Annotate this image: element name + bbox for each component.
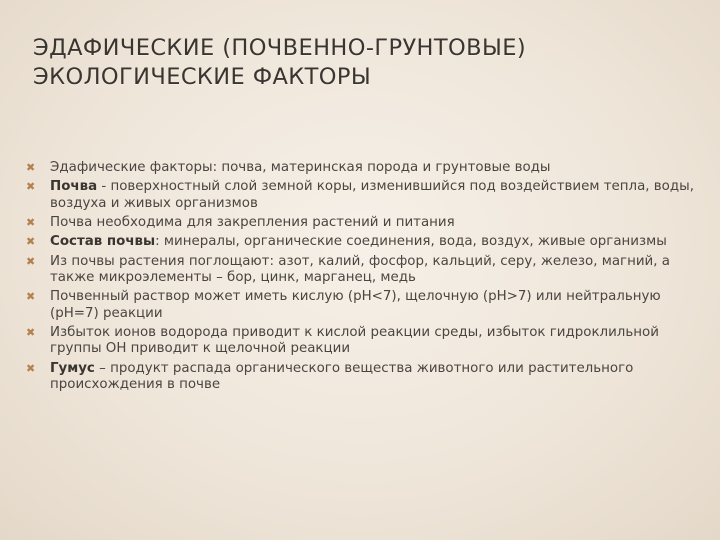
x-mark-icon: ✖ [26,215,36,229]
item-text: Эдафические факторы: почва, материнская порода и грунтовые воды [50,160,551,175]
list-item [22,254,702,286]
x-mark-icon: ✖ [26,235,36,249]
item-text: – продукт распада органического вещества животного или растительного происхождения в почве [50,360,634,392]
x-mark-icon: ✖ [26,180,36,194]
item-text: - поверхностный слой земной коры, изменившийся под воздействием тепла, воды, воздуха и живых организмов [50,179,694,211]
item-key: Почва [50,179,98,195]
item-key: Гумус [50,360,95,376]
item-text: Почва необходима для закрепления растений и питания [50,214,455,230]
x-mark-icon: ✖ [26,290,36,304]
slide-title-line-1: ЭДАФИЧЕСКИЕ (ПОЧВЕННО-ГРУНТОВЫЕ) [33,35,527,61]
slide-title [33,34,693,92]
item-text: : минералы, органические соединения, вода, воздух, живые организмы [155,234,667,250]
list-item [22,160,702,176]
x-mark-icon: ✖ [26,254,36,268]
list-item [22,234,702,250]
list-item [22,361,702,393]
list-item [22,215,702,231]
item-text: Избыток ионов водорода приводит к кислой реакции среды, избыток гидроклильной группы ОН приводит к щелочной реакции [50,324,659,357]
list-item [22,325,702,357]
bullet-list [22,160,702,396]
x-mark-icon: ✖ [26,161,36,174]
list-item [22,179,702,211]
x-mark-icon: ✖ [26,361,36,375]
x-mark-icon: ✖ [26,325,36,339]
item-text: Из почвы растения поглощают: азот, калий, фосфор, кальций, серу, железо, магний, а также микроэлементы – бор, цинк, марганец, медь [50,253,670,285]
list-item [22,289,702,321]
item-text: Почвенный раствор может иметь кислую (рН<7), щелочную (рН>7) или нейтральную (рН=7) реакции [50,289,661,321]
item-key: Состав почвы [50,234,156,250]
slide-title-line-2: ЭКОЛОГИЧЕСКИЕ ФАКТОРЫ [33,64,372,90]
